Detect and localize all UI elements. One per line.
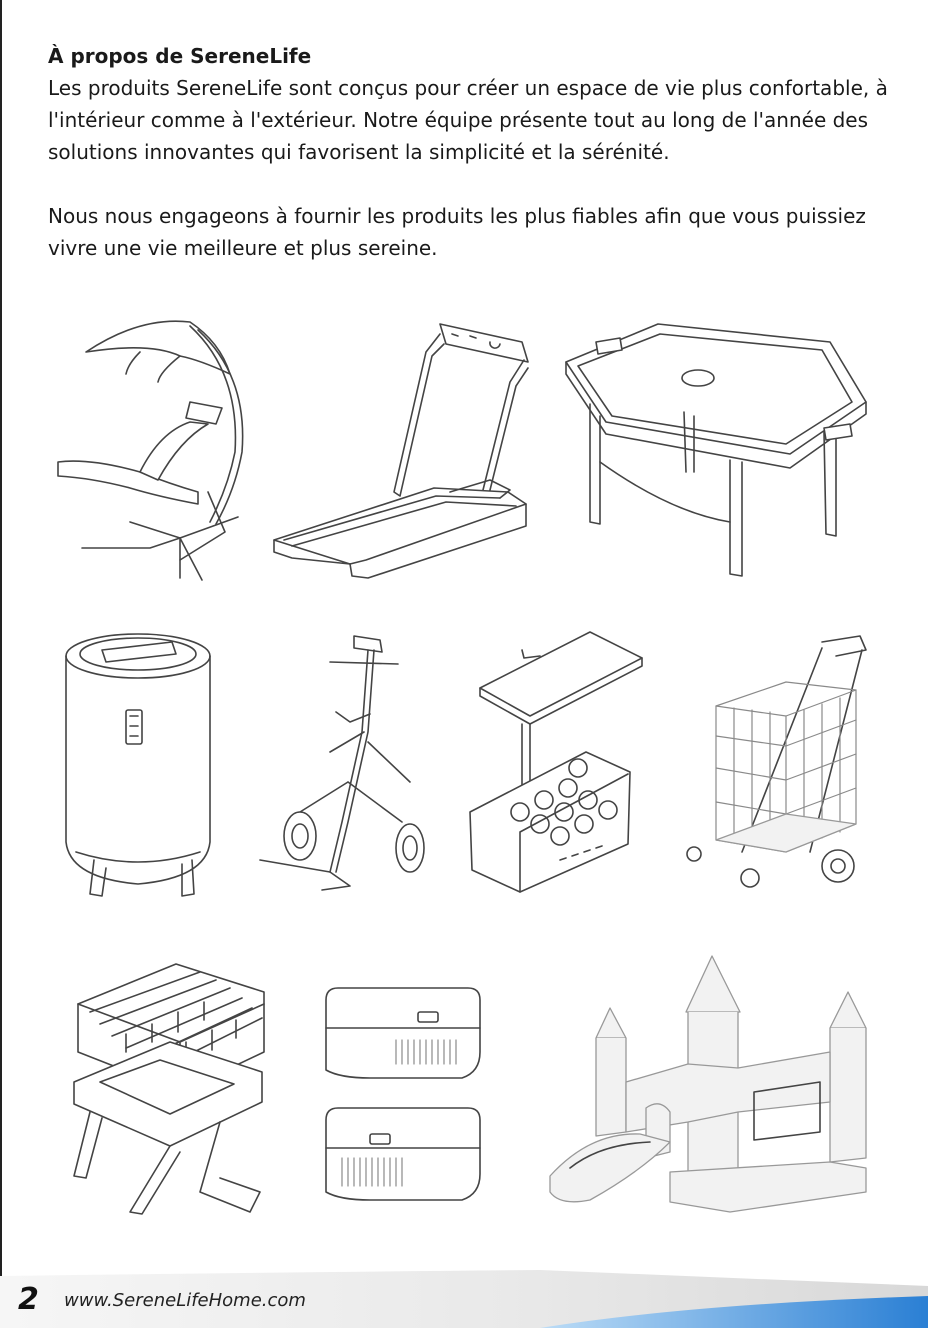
air-hockey-table-icon [566,324,866,576]
website-link[interactable]: www.SereneLifeHome.com [64,1290,306,1311]
product-illustrations [30,312,910,1252]
page-border [0,0,2,1328]
foosball-table-icon [74,964,264,1214]
washing-machine-icon [66,634,210,896]
section-title: À propos de SereneLife [48,44,312,68]
commitment-paragraph: Nous nous engageons à fournir les produits les plus fiables afin que vous puissiez vivre une vie meilleure et plus sereine. [48,204,866,260]
golf-trolley-icon [260,636,424,890]
page-footer [0,1270,928,1328]
treadmill-icon [274,324,528,578]
hanging-lounge-chair-icon [58,321,243,580]
intro-paragraph: Les produits SereneLife sont conçus pour créer un espace de vie plus confortable, à l'intérieur comme à l'extérieur. Notre équipe présente tout au long de l'année des solutions innovantes qui favorisent la simplicité et la sérénité. [48,76,888,164]
bounce-castle-icon [550,956,866,1212]
about-section [48,40,888,264]
foot-spa-massager-icon [470,632,642,892]
cooler-box-icon [326,988,480,1200]
page-number: 2 [18,1282,39,1317]
shopping-cart-icon [687,636,866,887]
